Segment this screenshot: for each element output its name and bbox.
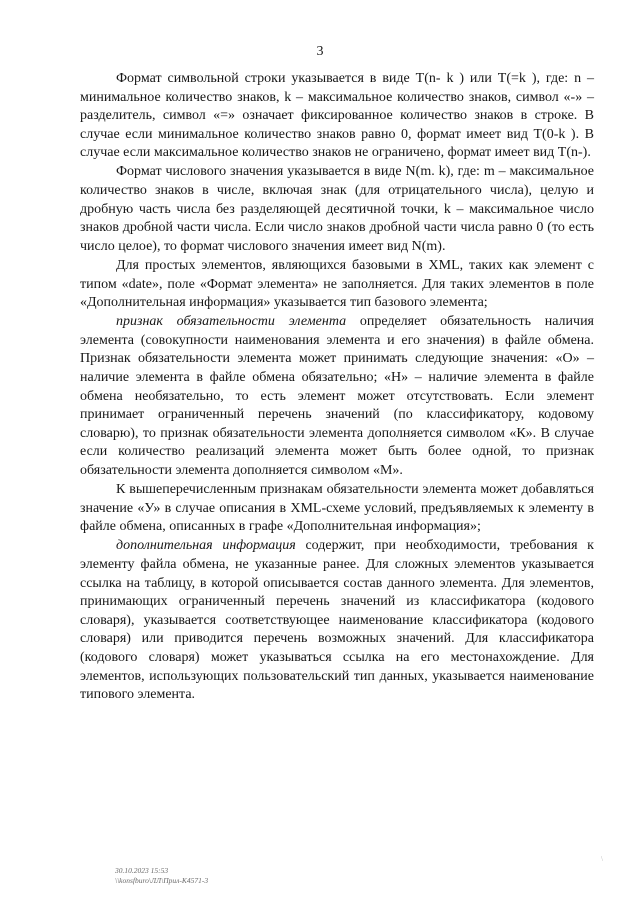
paragraph-string-format (80, 70, 594, 163)
document-body (80, 70, 594, 705)
paragraph-simple-elements (80, 257, 594, 313)
paragraph-conditional-flag (80, 481, 594, 537)
paragraph-text: К вышеперечисленным признакам обязательности элемента может добавляться значение «У» в случае описания в XML-схеме условий, предъявляемых к элементу в файле обмена, описанных в графе «Дополнительная информация»; (80, 482, 594, 535)
scan-mark: \ (601, 855, 603, 863)
footer-file-path: \\konsfburo\ЛЛ\Прил-К4571-3 (115, 876, 209, 885)
term-additional-info: дополнительная информация (116, 538, 296, 554)
footer-timestamp: 30.10.2023 15:53 (115, 866, 169, 875)
footer-stamp (115, 866, 208, 886)
page-number: 3 (316, 44, 324, 59)
paragraph-numeric-format (80, 163, 594, 256)
paragraph-additional-info (80, 537, 594, 704)
paragraph-text: Для простых элементов, являющихся базовыми в XML, таких как элемент с типом «date», поле «Формат элемента» не заполняется. Для таких элементов в поле «Дополнительная информация» указывается тип базового элемента; (80, 257, 594, 311)
term-mandatory-flag: признак обязательности элемента (116, 314, 347, 330)
paragraph-text: Формат символьной строки указывается в виде T(n- k ) или T(=k ), где: n – минимальное количество знаков, k – максимальное количество знаков, символ «-» – разделитель, символ «=» означает фиксированное количество знаков в строке. В случае если минимальное количество знаков равно 0, формат имеет вид T(0-k ). В случае если максимальное количество знаков не ограничено, формат имеет вид T(n-). (80, 71, 594, 161)
paragraph-text: содержит, при необходимости, требования к элементу файла обмена, не указанные ранее. Для сложных элементов указывается ссылка на таблицу, в которой описывается состав данного элемента. Для элементов, принимающих ограниченный перечень значений из классификатора (кодового словаря), указывается соответствующее наименование классификатора (кодового словаря) или приводится перечень возможных значений. Для классификатора (кодового словаря) может указываться ссылка на его местонахождение. Для элементов, использующих пользовательский тип данных, указывается наименование типового элемента. (80, 538, 594, 703)
paragraph-mandatory-flag (80, 313, 594, 480)
paragraph-text: Формат числового значения указывается в виде N(m. k), где: m – максимальное количество знаков в числе, включая знак (для отрицательного числа), целую и дробную часть числа без разделяющей десятичной точки, k – максимальное число знаков дробной части числа. Если число знаков дробной части числа равно 0 (то есть число целое), то формат числового значения имеет вид N(m). (80, 164, 594, 254)
paragraph-text: определяет обязательность наличия элемента (совокупности наименования элемента и его значения) в файле обмена. Признак обязательности элемента может принимать следующие значения: «О» – наличие элемента в файле обмена обязательно; «Н» – наличие элемента в файле обмена необязательно, то есть элемент может отсутствовать. Если элемент принимает ограниченный перечень значений (по классификатору, кодовому словарю), то признак обязательности элемента дополняется символом «К». В случае если количество реализаций элемента может быть более одной, то признак обязательности элемента дополняется символом «М». (80, 314, 594, 478)
